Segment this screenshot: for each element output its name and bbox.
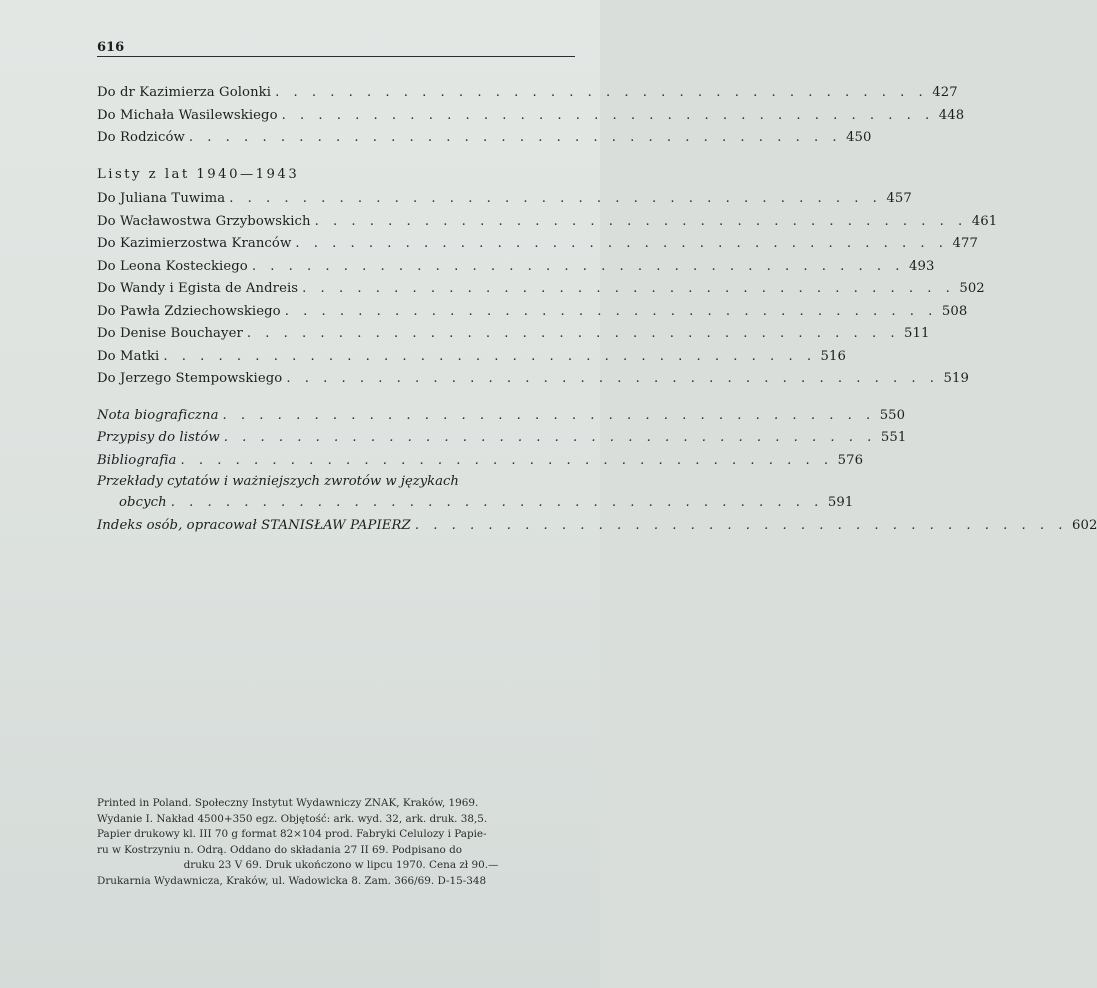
toc-entry-title: Do dr Kazimierza Golonki: [97, 85, 272, 100]
toc-entry-title-line2: obcych: [119, 495, 167, 510]
toc-entry: [97, 368, 969, 391]
colophon: [97, 796, 585, 889]
dot-leader: . . . . . . . . . . . . . . . . . . . . . . . . . . . . . . . . . . . .: [180, 452, 834, 468]
toc-entry-title: Do Rodziców: [97, 130, 185, 145]
toc-entry-title: Do Wacławostwa Grzybowskich: [97, 213, 311, 229]
colophon-line: Wydanie I. Nakład 4500+350 egz. Objętość: ark. wyd. 32, ark. druk. 38,5.: [97, 812, 488, 825]
dot-leader: . . . . . . . . . . . . . . . . . . . . . . . . . . . . . . . . . . . .: [295, 236, 948, 251]
toc-entry-page: 461: [971, 213, 998, 229]
dot-leader: . . . . . . . . . . . . . . . . . . . . . . . . . . . . . . . . . . . .: [229, 191, 882, 206]
dot-leader: . . . . . . . . . . . . . . . . . . . . . . . . . . . . . . . . . . . .: [286, 371, 939, 386]
dot-leader: . . . . . . . . . . . . . . . . . . . . . . . . . . . . . . . . . . . .: [222, 407, 876, 423]
toc-entry: [97, 515, 1097, 538]
toc-entry: [97, 323, 930, 346]
toc-entry-page: 550: [879, 407, 906, 423]
toc-entry-title: Do Juliana Tuwima: [97, 191, 226, 206]
toc-entry-title: Do Pawła Zdziechowskiego: [97, 303, 281, 319]
toc-entry-title: Do Wandy i Egista de Andreis: [97, 281, 299, 296]
colophon-line: Drukarnia Wydawnicza, Kraków, ul. Wadowicka 8. Zam. 366/69. D-15-348: [97, 874, 487, 887]
table-of-contents: [97, 82, 1097, 537]
toc-entry: [97, 427, 907, 450]
colophon-line: Papier drukowy kl. III 70 g format 82×104 prod. Fabryki Celulozy i Papie-: [97, 828, 487, 840]
toc-entry: [97, 188, 912, 211]
section-heading: Listy z lat 1940—1943: [97, 166, 300, 182]
dot-leader: . . . . . . . . . . . . . . . . . . . . . . . . . . . . . . . . . . . .: [223, 430, 877, 445]
toc-entry: [97, 105, 965, 128]
toc-entry: [97, 301, 968, 324]
toc-entry-title: Indeks osób, opracował STANISŁAW PAPIERZ: [97, 517, 411, 533]
header-rule: [97, 56, 575, 57]
toc-entry: [97, 211, 998, 234]
toc-entry-page: 576: [837, 452, 864, 468]
toc-entry-title: Przypisy do listów: [97, 430, 220, 445]
dot-leader: . . . . . . . . . . . . . . . . . . . . . . . . . . . . . . . . . . . .: [251, 258, 905, 274]
toc-entry-page: 516: [820, 348, 847, 364]
toc-entry: [97, 492, 854, 515]
page-number: 616: [97, 40, 125, 55]
toc-entry-page: 477: [952, 236, 978, 251]
toc-entry-page: 591: [827, 495, 854, 510]
dot-leader: . . . . . . . . . . . . . . . . . . . . . . . . . . . . . . . . . . . .: [163, 348, 817, 364]
toc-entry-title: Do Denise Bouchayer: [97, 326, 243, 341]
toc-entry-page: 502: [959, 281, 985, 296]
toc-entry: [97, 450, 864, 473]
toc-entry: [97, 233, 978, 256]
toc-entry-page: 493: [909, 258, 935, 274]
toc-entry-page: 519: [943, 371, 969, 386]
toc-entry-title: Do Matki: [97, 348, 160, 364]
toc-entry-page: 511: [904, 326, 930, 341]
toc-entry: [97, 405, 906, 428]
toc-entry: [97, 346, 847, 369]
toc-entry: [97, 256, 935, 279]
toc-entry-page: 602: [1071, 517, 1097, 533]
dot-leader: . . . . . . . . . . . . . . . . . . . . . . . . . . . . . . . . . . . .: [302, 281, 955, 296]
toc-entry-title: Do Kazimierzostwa Kranców: [97, 236, 292, 251]
dot-leader: . . . . . . . . . . . . . . . . . . . . . . . . . . . . . . . . . . . .: [284, 303, 938, 319]
toc-entry: [97, 278, 985, 301]
colophon-line: ru w Kostrzyniu n. Odrą. Oddano do składania 27 II 69. Podpisano do: [97, 843, 462, 856]
toc-entry-title: Do Jerzego Stempowskiego: [97, 371, 283, 386]
toc-entry-title-line1: Przekłady cytatów i ważniejszych zwrotów w językach: [97, 474, 459, 489]
dot-leader: . . . . . . . . . . . . . . . . . . . . . . . . . . . . . . . . . . . .: [246, 326, 900, 341]
toc-entry-title: Do Leona Kosteckiego: [97, 258, 248, 274]
toc-entry-page: 508: [941, 303, 968, 319]
toc-entry: [97, 127, 872, 150]
toc-entry-page: 450: [846, 130, 872, 145]
toc-entry-page: 551: [880, 430, 907, 445]
dot-leader: . . . . . . . . . . . . . . . . . . . . . . . . . . . . . . . . . . . .: [275, 85, 928, 100]
toc-entry-title: Do Michała Wasilewskiego: [97, 107, 278, 123]
colophon-line: Printed in Poland. Społeczny Instytut Wydawniczy ZNAK, Kraków, 1969.: [97, 797, 479, 809]
toc-entry: [97, 82, 958, 105]
toc-entry-page: 457: [886, 191, 912, 206]
dot-leader: . . . . . . . . . . . . . . . . . . . . . . . . . . . . . . . . . . . .: [188, 130, 842, 145]
toc-entry-title: Nota biograficzna: [97, 407, 219, 423]
section-gap: [97, 391, 582, 405]
dot-leader: . . . . . . . . . . . . . . . . . . . . . . . . . . . . . . . . . . . .: [414, 517, 1068, 533]
dot-leader: . . . . . . . . . . . . . . . . . . . . . . . . . . . . . . . . . . . .: [281, 107, 935, 123]
toc-entry-title: Bibliografia: [97, 452, 177, 468]
dot-leader: . . . . . . . . . . . . . . . . . . . . . . . . . . . . . . . . . . . .: [314, 213, 968, 229]
dot-leader: . . . . . . . . . . . . . . . . . . . . . . . . . . . . . . . . . . . .: [170, 495, 824, 510]
colophon-line: druku 23 V 69. Druk ukończono w lipcu 1970. Cena zł 90.—: [183, 859, 499, 871]
toc-entry-page: 427: [932, 85, 958, 100]
toc-entry-page: 448: [938, 107, 965, 123]
